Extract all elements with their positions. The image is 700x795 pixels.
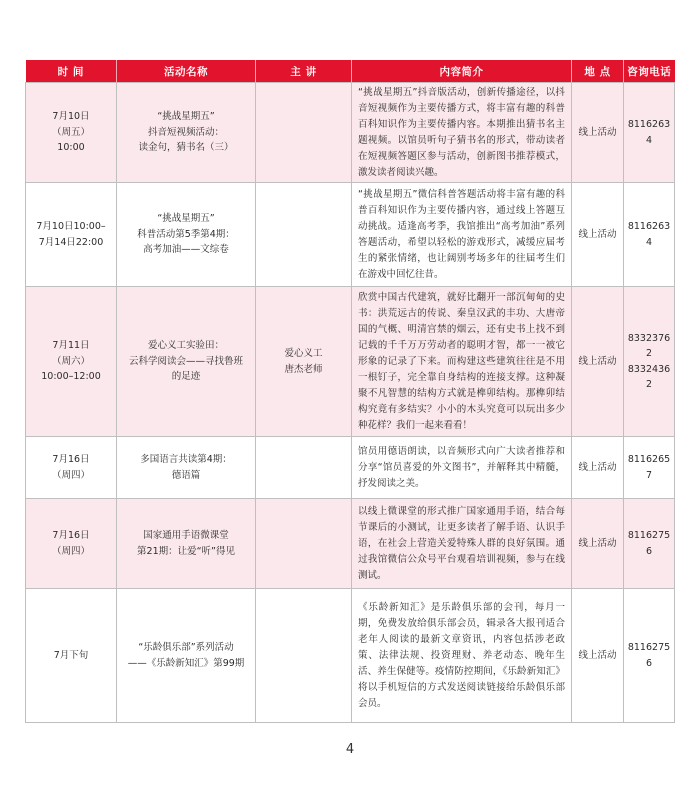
time-line: 7月11日 xyxy=(52,340,90,352)
time-line: 7月16日 xyxy=(52,530,90,541)
place-cell: 线上活动 xyxy=(572,183,624,287)
activity-name-line: ——《乐龄新知汇》第99期 xyxy=(127,657,245,669)
phone-number: 81162756 xyxy=(627,642,671,669)
time-cell xyxy=(26,183,117,287)
activity-schedule-table xyxy=(25,60,675,723)
time-cell xyxy=(26,437,117,499)
table-row xyxy=(26,287,675,437)
activity-name-line: 爱心义工实验田： xyxy=(147,340,224,352)
activity-name-line: 抖音短视频活动： xyxy=(147,126,224,138)
activity-name-line: 高考加油——文综卷 xyxy=(143,244,229,256)
activity-name-line: 云科学阅读会——寻找鲁班 xyxy=(128,355,243,367)
speaker-line: 爱心义工 xyxy=(284,348,323,359)
activity-name-line: 读金句，猜书名（三） xyxy=(138,142,234,154)
intro-cell: 欣赏中国古代建筑，就好比翻开一部沉甸甸的史书：洪荒远古的传说、秦皇汉武的丰功、大唐帝国的气概、明清宫禁的烟云，还有史书上找不到记载的千千万万劳动者的聪明才智，都一一被它形象的记录了下来。而构建这些建筑往往是不用一根钉子，完全靠自身结构的连接支撑。这种凝聚不凡智慧的结构方式就是榫卯结构。那榫卯结构究竟有多结实？小小的木头究竟可以玩出多少种花样？我们一起来看看！ xyxy=(352,287,572,437)
activity-name-line: “挑战星期五” xyxy=(157,213,215,225)
header-time: 时 间 xyxy=(26,60,117,83)
table-row xyxy=(26,499,675,589)
header-speaker: 主 讲 xyxy=(256,60,352,83)
phone-cell xyxy=(624,499,675,589)
activity-name-cell xyxy=(117,437,256,499)
time-line: （周五） xyxy=(51,126,90,138)
time-cell xyxy=(26,499,117,589)
speaker-cell xyxy=(256,83,352,183)
activity-name-line: 的足迹 xyxy=(171,371,201,383)
place-cell: 线上活动 xyxy=(572,589,624,723)
header-place: 地 点 xyxy=(572,60,624,83)
intro-cell: “挑战星期五”抖音版活动，创新传播途径，以抖音短视频作为主要传播方式，将丰富有趣的科普百科知识作为主要传播内容。本期推出猜书名主题视频。以馆员听句子猜书名的形式，带动读者在短视频答题区参与活动，创新图书推荐模式，激发读者阅读兴趣。 xyxy=(352,83,572,183)
table-row xyxy=(26,589,675,723)
activity-name-line: “挑战星期五” xyxy=(157,111,215,123)
time-line: 10:00 xyxy=(57,142,85,154)
phone-number: 81162634 xyxy=(627,221,671,248)
time-line: 7月14日22:00 xyxy=(38,236,104,248)
speaker-cell xyxy=(256,437,352,499)
table-row xyxy=(26,437,675,499)
time-cell xyxy=(26,287,117,437)
time-line: 7月10日10:00– xyxy=(36,221,106,232)
place-cell: 线上活动 xyxy=(572,83,624,183)
phone-cell xyxy=(624,183,675,287)
page-number: 4 xyxy=(345,742,355,757)
time-line: （周四） xyxy=(51,469,90,481)
activity-name-cell xyxy=(117,183,256,287)
activity-name-line: 国家通用手语微课堂 xyxy=(143,530,229,541)
activity-name-line: 多国语言共读第4期： xyxy=(140,454,232,465)
intro-cell: 《乐龄新知汇》是乐龄俱乐部的会刊，每月一期，免费发放给俱乐部会员，辑录各大报刊适合老年人阅读的最新文章资讯，内容包括涉老政策、法律法规、投资理财、养老动态、晚年生活、养生保健等。疫情防控期间，《乐龄新知汇》将以手机短信的方式发送阅读链接给乐龄俱乐部会员。 xyxy=(352,589,572,723)
activity-name-line: 科普活动第5季第4期： xyxy=(137,228,235,240)
time-line: 7月16日 xyxy=(52,454,90,465)
time-cell xyxy=(26,83,117,183)
intro-cell: “挑战星期五”微信科普答题活动将丰富有趣的科普百科知识作为主要传播内容，通过线上答题互动挑战。适逢高考季，我馆推出“高考加油”系列答题活动，希望以轻松的游戏形式，减缓应届考生的紧张情绪，也让阔别考场多年的往届考生们在游戏中回忆往昔。 xyxy=(352,183,572,287)
phone-cell xyxy=(624,589,675,723)
speaker-cell xyxy=(256,287,352,437)
speaker-cell xyxy=(256,183,352,287)
intro-cell: 以线上微课堂的形式推广国家通用手语，结合每节课后的小测试，让更多读者了解手语、认识手语，在社会上营造关爱特殊人群的良好氛围。通过我馆微信公众号平台观看培训视频，参与在线测试。 xyxy=(352,499,572,589)
header-intro: 内容简介 xyxy=(352,60,572,83)
place-cell: 线上活动 xyxy=(572,437,624,499)
activity-name-line: 第21期：让爱“听”得见 xyxy=(137,545,235,557)
phone-number: 83323762 xyxy=(627,332,671,359)
time-cell xyxy=(26,589,117,723)
time-line: 10:00–12:00 xyxy=(41,371,101,383)
phone-number: 81162634 xyxy=(627,119,671,146)
phone-number: 81162657 xyxy=(627,454,671,481)
time-line: （周六） xyxy=(51,355,90,367)
phone-cell xyxy=(624,287,675,437)
table-row xyxy=(26,83,675,183)
intro-cell: 馆员用德语朗读，以音频形式向广大读者推荐和分享“馆员喜爱的外文图书”，并解释其中精髓，抒发阅读之美。 xyxy=(352,437,572,499)
speaker-line: 唐杰老师 xyxy=(284,363,323,375)
phone-cell xyxy=(624,437,675,499)
phone-number: 81162756 xyxy=(627,530,671,557)
phone-number: 83324362 xyxy=(627,363,671,390)
activity-name-cell xyxy=(117,287,256,437)
table-header-row xyxy=(26,60,675,83)
time-line: （周四） xyxy=(51,545,90,557)
activity-name-cell xyxy=(117,83,256,183)
activity-name-line: 德语篇 xyxy=(171,469,201,481)
phone-cell xyxy=(624,83,675,183)
activity-name-cell xyxy=(117,589,256,723)
speaker-cell xyxy=(256,589,352,723)
time-line: 7月下旬 xyxy=(53,649,89,661)
speaker-cell xyxy=(256,499,352,589)
time-line: 7月10日 xyxy=(52,111,90,123)
place-cell: 线上活动 xyxy=(572,287,624,437)
table-row xyxy=(26,183,675,287)
header-phone: 咨询电话 xyxy=(624,60,675,83)
place-cell: 线上活动 xyxy=(572,499,624,589)
activity-name-cell xyxy=(117,499,256,589)
activity-name-line: “乐龄俱乐部”系列活动 xyxy=(138,642,234,653)
header-activity-name: 活动名称 xyxy=(117,60,256,83)
